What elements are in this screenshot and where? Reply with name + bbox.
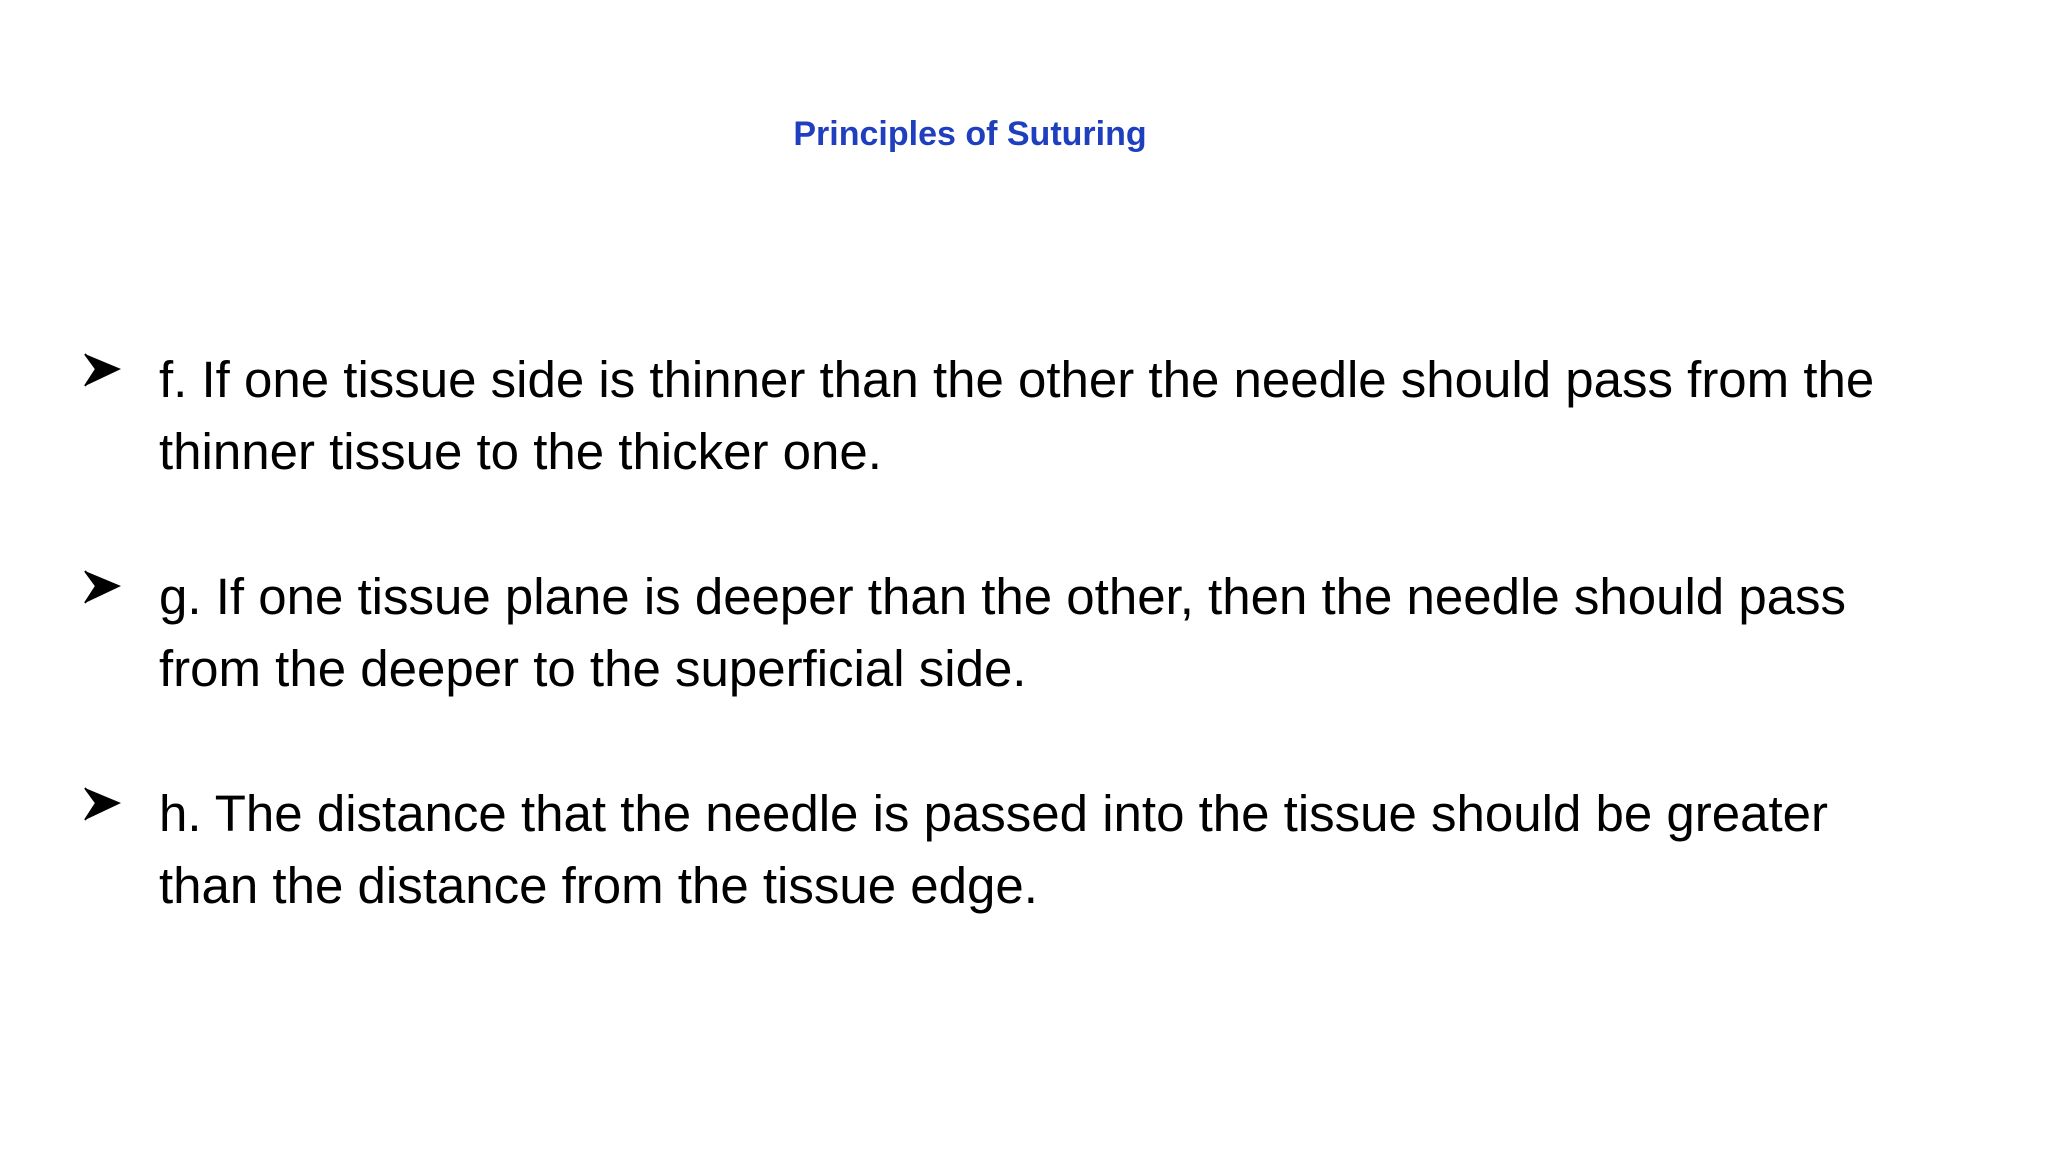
slide-title: Principles of Suturing	[793, 115, 1147, 153]
arrowhead-bullet-icon	[83, 784, 123, 824]
arrowhead-bullet-icon	[83, 567, 123, 607]
bullet-text: h. The distance that the needle is passed into the tissue should be greater than the distance from the tissue edge.	[159, 785, 1829, 914]
bullet-text: g. If one tissue plane is deeper than the other, then the needle should pass from the deeper to the superficial side.	[159, 568, 1847, 697]
bullet-item-h	[80, 778, 1900, 922]
arrowhead-bullet-icon	[83, 350, 123, 390]
bullet-text: f. If one tissue side is thinner than the other the needle should pass from the thinner tissue to the thicker one.	[159, 351, 1875, 480]
bullet-list	[80, 344, 1900, 995]
bullet-item-g	[80, 561, 1900, 705]
bullet-item-f	[80, 344, 1900, 488]
